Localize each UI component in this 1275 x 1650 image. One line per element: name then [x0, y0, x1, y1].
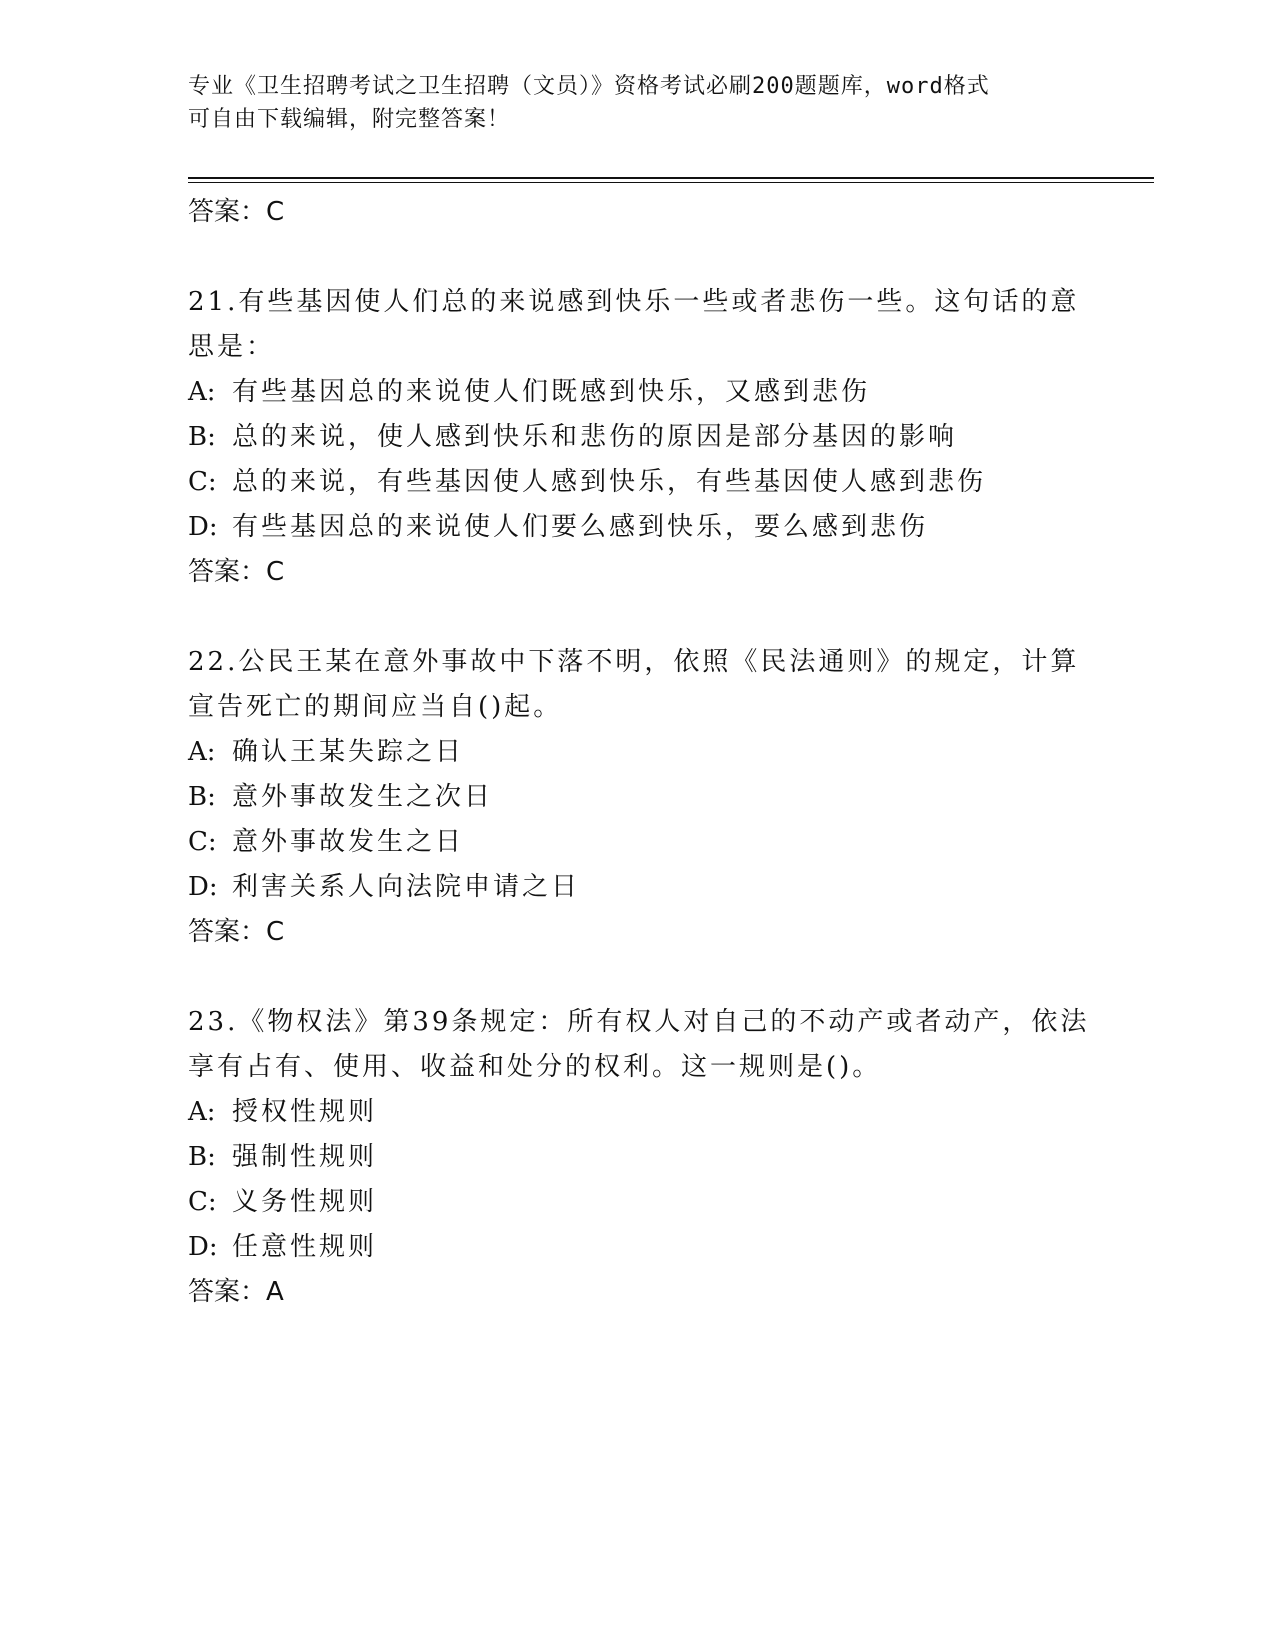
option-text: 义务性规则: [232, 1187, 378, 1217]
option-b: [188, 415, 1108, 460]
document-body: [188, 190, 1108, 1314]
option-letter: B:: [188, 422, 216, 452]
option-text: 利害关系人向法院申请之日: [232, 872, 581, 902]
option-a: [188, 1090, 1108, 1135]
option-letter: A:: [188, 737, 216, 767]
option-d: [188, 1225, 1108, 1270]
answer: 答案：C: [188, 917, 285, 947]
option-text: 意外事故发生之次日: [232, 782, 494, 812]
option-letter: B:: [188, 1142, 216, 1172]
question-22: [188, 640, 1108, 954]
question-stem: 21.有些基因使人们总的来说感到快乐一些或者悲伤一些。这句话的意思是：: [188, 287, 1080, 362]
option-letter: D:: [188, 512, 218, 542]
option-letter: C:: [188, 827, 217, 857]
option-b: [188, 1135, 1108, 1180]
option-a: [188, 730, 1108, 775]
option-text: 授权性规则: [232, 1097, 378, 1127]
answer: 答案：C: [188, 557, 285, 587]
option-a: [188, 370, 1108, 415]
option-b: [188, 775, 1108, 820]
option-text: 意外事故发生之日: [232, 827, 465, 857]
option-text: 确认王某失踪之日: [232, 737, 465, 767]
option-d: [188, 505, 1108, 550]
question-stem: 22.公民王某在意外事故中下落不明，依照《民法通则》的规定，计算宣告死亡的期间应当自()起。: [188, 647, 1080, 722]
option-text: 有些基因总的来说使人们既感到快乐，又感到悲伤: [232, 377, 871, 407]
header-divider-thick: [188, 177, 1154, 179]
header-divider-thin: [188, 182, 1154, 183]
option-letter: B:: [188, 782, 216, 812]
option-letter: D:: [188, 1232, 218, 1262]
previous-answer: 答案：C: [188, 197, 285, 227]
question-stem: 23.《物权法》第39条规定：所有权人对自己的不动产或者动产，依法享有占有、使用、收益和处分的权利。这一规则是()。: [188, 1007, 1090, 1082]
header-line-2: 可自由下载编辑，附完整答案！: [188, 107, 511, 132]
option-c: [188, 460, 1108, 505]
header-line-1: 专业《卫生招聘考试之卫生招聘（文员）》资格考试必刷200题题库，word格式: [188, 74, 990, 99]
option-c: [188, 1180, 1108, 1225]
answer: 答案：A: [188, 1277, 284, 1307]
option-letter: A:: [188, 1097, 216, 1127]
option-text: 有些基因总的来说使人们要么感到快乐，要么感到悲伤: [232, 512, 929, 542]
document-header: [188, 70, 1068, 136]
option-letter: C:: [188, 467, 217, 497]
option-letter: D:: [188, 872, 218, 902]
option-letter: C:: [188, 1187, 217, 1217]
option-letter: A:: [188, 377, 216, 407]
question-21: [188, 280, 1108, 594]
option-c: [188, 820, 1108, 865]
option-text: 总的来说，有些基因使人感到快乐，有些基因使人感到悲伤: [232, 467, 987, 497]
option-text: 总的来说，使人感到快乐和悲伤的原因是部分基因的影响: [232, 422, 958, 452]
option-text: 任意性规则: [232, 1232, 378, 1262]
option-d: [188, 865, 1108, 910]
option-text: 强制性规则: [232, 1142, 378, 1172]
question-23: [188, 1000, 1108, 1314]
